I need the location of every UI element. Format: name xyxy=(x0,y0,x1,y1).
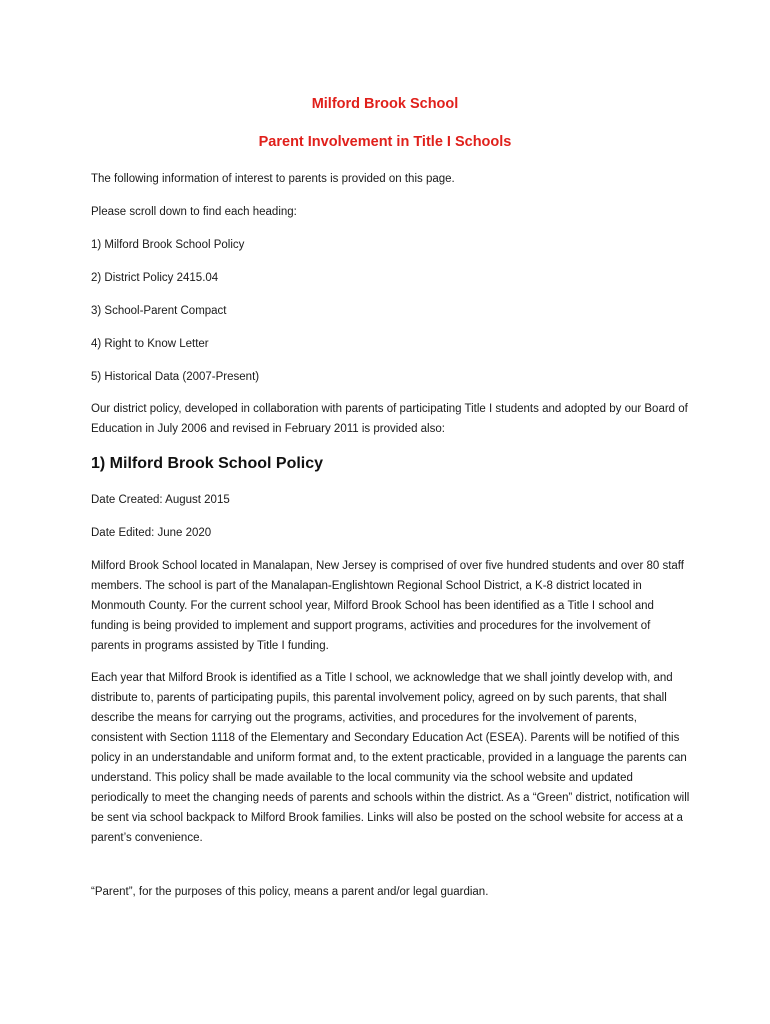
section-heading-school-policy: 1) Milford Brook School Policy xyxy=(91,455,324,472)
scroll-instruction: Please scroll down to find each heading: xyxy=(91,206,297,218)
school-name-title: Milford Brook School xyxy=(311,96,459,112)
toc-item-4: 4) Right to Know Letter xyxy=(91,338,209,350)
toc-item-1: 1) Milford Brook School Policy xyxy=(91,239,245,251)
toc-item-3: 3) School-Parent Compact xyxy=(91,305,227,317)
policy-paragraph-2: Each year that Milford Brook is identified as a Title I school, we acknowledge that we shall jointly develop with, and distribute to, parents of participating pupils, this parental involvement policy, agreed on by such parents, that shall describe the means for carrying out the programs, activities, and procedures for the involvement of parents, consistent with Section 1118 of the Elementary and Secondary Education Act (ESEA). Parents will be notified of this policy in an understandable and uniform format and, to the extent practicable, provided in a language the parents can understand. This policy shall be made available to the local community via the school website and updated periodically to meet the changing needs of parents and schools within the district. As a “Green” district, notification will be sent via school backpack to Milford Brook families. Links will also be posted on the school website for access at a parent’s convenience. xyxy=(91,672,690,844)
district-policy-note: Our district policy, developed in collaboration with parents of participating Title I students and adopted by our Board of Education in July 2006 and revised in February 2011 is provided also: xyxy=(91,403,688,435)
toc-item-2: 2) District Policy 2415.04 xyxy=(91,272,219,284)
toc-item-5: 5) Historical Data (2007-Present) xyxy=(91,371,260,383)
date-edited: Date Edited: June 2020 xyxy=(91,527,212,539)
policy-paragraph-3: “Parent”, for the purposes of this policy, means a parent and/or legal guardian. xyxy=(91,886,489,898)
intro-line: The following information of interest to parents is provided on this page. xyxy=(91,173,455,185)
policy-paragraph-1: Milford Brook School located in Manalapan, New Jersey is comprised of over five hundred students and over 80 staff members. The school is part of the Manalapan-Englishtown Regional School District, a K-8 district located in Monmouth County. For the current school year, Milford Brook School has been identified as a Title I school and funding is being provided to implement and support programs, activities and procedures for the involvement of parents in programs assisted by Title I funding. xyxy=(91,560,684,652)
document-title: Parent Involvement in Title I Schools xyxy=(258,134,512,150)
date-created: Date Created: August 2015 xyxy=(91,494,230,506)
